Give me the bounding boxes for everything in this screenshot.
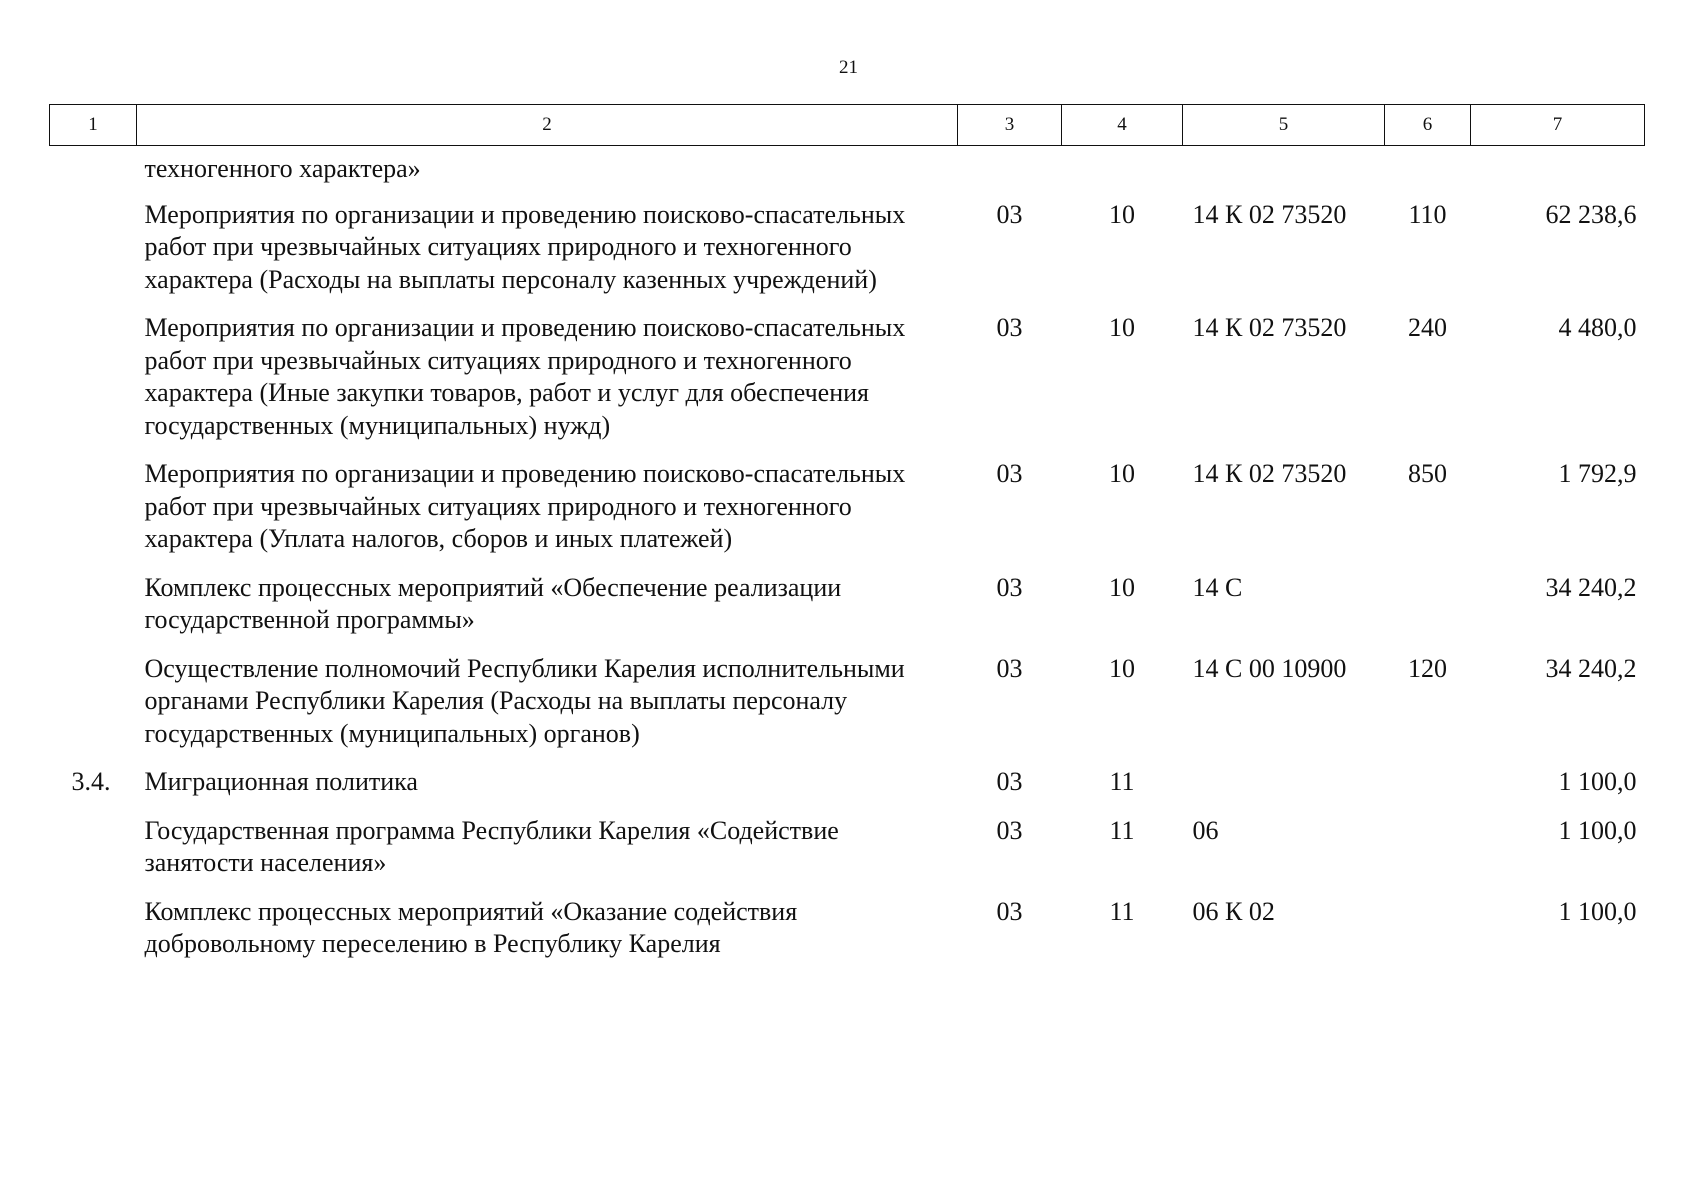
row-expense-type xyxy=(1385,146,1471,199)
row-expense-type: 240 xyxy=(1408,313,1447,342)
row-expense-type: 120 xyxy=(1408,653,1447,683)
row-section: 03 xyxy=(996,199,1023,229)
table-row xyxy=(50,766,1645,815)
row-target-code: 14 С xyxy=(1192,572,1243,602)
row-name: Миграционная политика xyxy=(144,767,418,796)
row-number xyxy=(50,653,137,767)
row-expense-type xyxy=(1385,766,1471,815)
row-amount: 1 100,0 xyxy=(1558,767,1637,796)
row-target-code: 06 К 02 xyxy=(1192,896,1275,926)
row-subsection: 10 xyxy=(1109,459,1135,488)
table-row xyxy=(50,653,1645,767)
row-number xyxy=(50,458,137,572)
column-header-2: 2 xyxy=(137,105,958,146)
row-number xyxy=(50,312,137,458)
row-subsection: 11 xyxy=(1109,896,1135,926)
table-row xyxy=(50,572,1645,653)
row-expense-type xyxy=(1385,815,1471,896)
table-row xyxy=(50,458,1645,572)
row-section: 03 xyxy=(996,572,1023,602)
row-name: Комплекс процессных мероприятий «Обеспечение реализации государственной программы» xyxy=(144,572,842,634)
budget-table xyxy=(49,104,1645,977)
row-section: 03 xyxy=(996,767,1023,796)
row-section: 03 xyxy=(996,459,1023,488)
row-amount: 1 100,0 xyxy=(1558,896,1637,926)
row-amount xyxy=(1471,146,1645,199)
row-number xyxy=(50,815,137,896)
row-name: Мероприятия по организации и проведению поисково-спасательных работ при чрезвычайных ситуациях природного и техногенного характера (Расходы на выплаты персоналу казенных учреждений) xyxy=(144,199,906,294)
row-amount: 34 240,2 xyxy=(1545,653,1637,683)
row-amount: 62 238,6 xyxy=(1545,199,1637,229)
row-target-code: 14 К 02 73520 xyxy=(1192,459,1347,488)
row-section xyxy=(958,146,1062,199)
row-subsection: 11 xyxy=(1109,815,1135,845)
column-header-6: 6 xyxy=(1385,105,1471,146)
row-expense-type: 850 xyxy=(1408,459,1447,488)
row-subsection: 10 xyxy=(1109,572,1135,602)
table-row xyxy=(50,815,1645,896)
row-amount: 1 792,9 xyxy=(1558,459,1637,488)
row-expense-type: 110 xyxy=(1408,199,1447,229)
row-section: 03 xyxy=(996,313,1023,342)
row-target-code: 14 С 00 10900 xyxy=(1192,653,1347,683)
column-header-5: 5 xyxy=(1183,105,1385,146)
row-name: Мероприятия по организации и проведению поисково-спасательных работ при чрезвычайных ситуациях природного и техногенного характера (Уплата налогов, сборов и иных платежей) xyxy=(144,459,906,553)
row-name: Осуществление полномочий Республики Карелия исполнительными органами Республики Карелия (Расходы на выплаты персоналу государственных (муниципальных) органов) xyxy=(144,653,905,748)
row-expense-type xyxy=(1385,896,1471,977)
row-section: 03 xyxy=(996,896,1023,926)
row-subsection: 11 xyxy=(1109,767,1135,796)
row-subsection: 10 xyxy=(1109,199,1135,229)
column-header-3: 3 xyxy=(958,105,1062,146)
row-target-code: 14 К 02 73520 xyxy=(1192,313,1347,342)
row-subsection: 10 xyxy=(1109,313,1135,342)
row-target-code: 14 К 02 73520 xyxy=(1192,199,1347,229)
row-subsection: 10 xyxy=(1109,653,1135,683)
row-section: 03 xyxy=(996,653,1023,683)
table-row xyxy=(50,896,1645,977)
row-section: 03 xyxy=(996,815,1023,845)
column-header-1: 1 xyxy=(50,105,137,146)
row-name: техногенного характера» xyxy=(144,154,421,183)
row-number xyxy=(50,199,137,313)
row-number xyxy=(50,896,137,977)
column-header-4: 4 xyxy=(1062,105,1183,146)
row-subsection xyxy=(1062,146,1183,199)
row-amount: 1 100,0 xyxy=(1558,815,1637,845)
table-row xyxy=(50,312,1645,458)
row-amount: 34 240,2 xyxy=(1545,572,1637,602)
row-name: Мероприятия по организации и проведению поисково-спасательных работ при чрезвычайных ситуациях природного и техногенного характера (Иные закупки товаров, работ и услуг для обеспечения государственных (муниципальных) нужд) xyxy=(144,313,906,440)
table-row xyxy=(50,146,1645,199)
table-row xyxy=(50,199,1645,313)
row-expense-type xyxy=(1385,572,1471,653)
page-number: 21 xyxy=(839,57,858,78)
row-target-code xyxy=(1183,146,1385,199)
row-target-code xyxy=(1183,766,1385,815)
row-amount: 4 480,0 xyxy=(1558,313,1637,342)
row-name: Комплекс процессных мероприятий «Оказание содействия добровольному переселению в Республику Карелия xyxy=(144,896,798,958)
row-number xyxy=(50,572,137,653)
row-target-code: 06 xyxy=(1192,815,1219,845)
table-header-row xyxy=(50,105,1645,146)
row-number: 3.4. xyxy=(71,767,111,796)
row-name: Государственная программа Республики Карелия «Содействие занятости населения» xyxy=(144,815,839,877)
row-number xyxy=(50,146,137,199)
column-header-7: 7 xyxy=(1471,105,1645,146)
